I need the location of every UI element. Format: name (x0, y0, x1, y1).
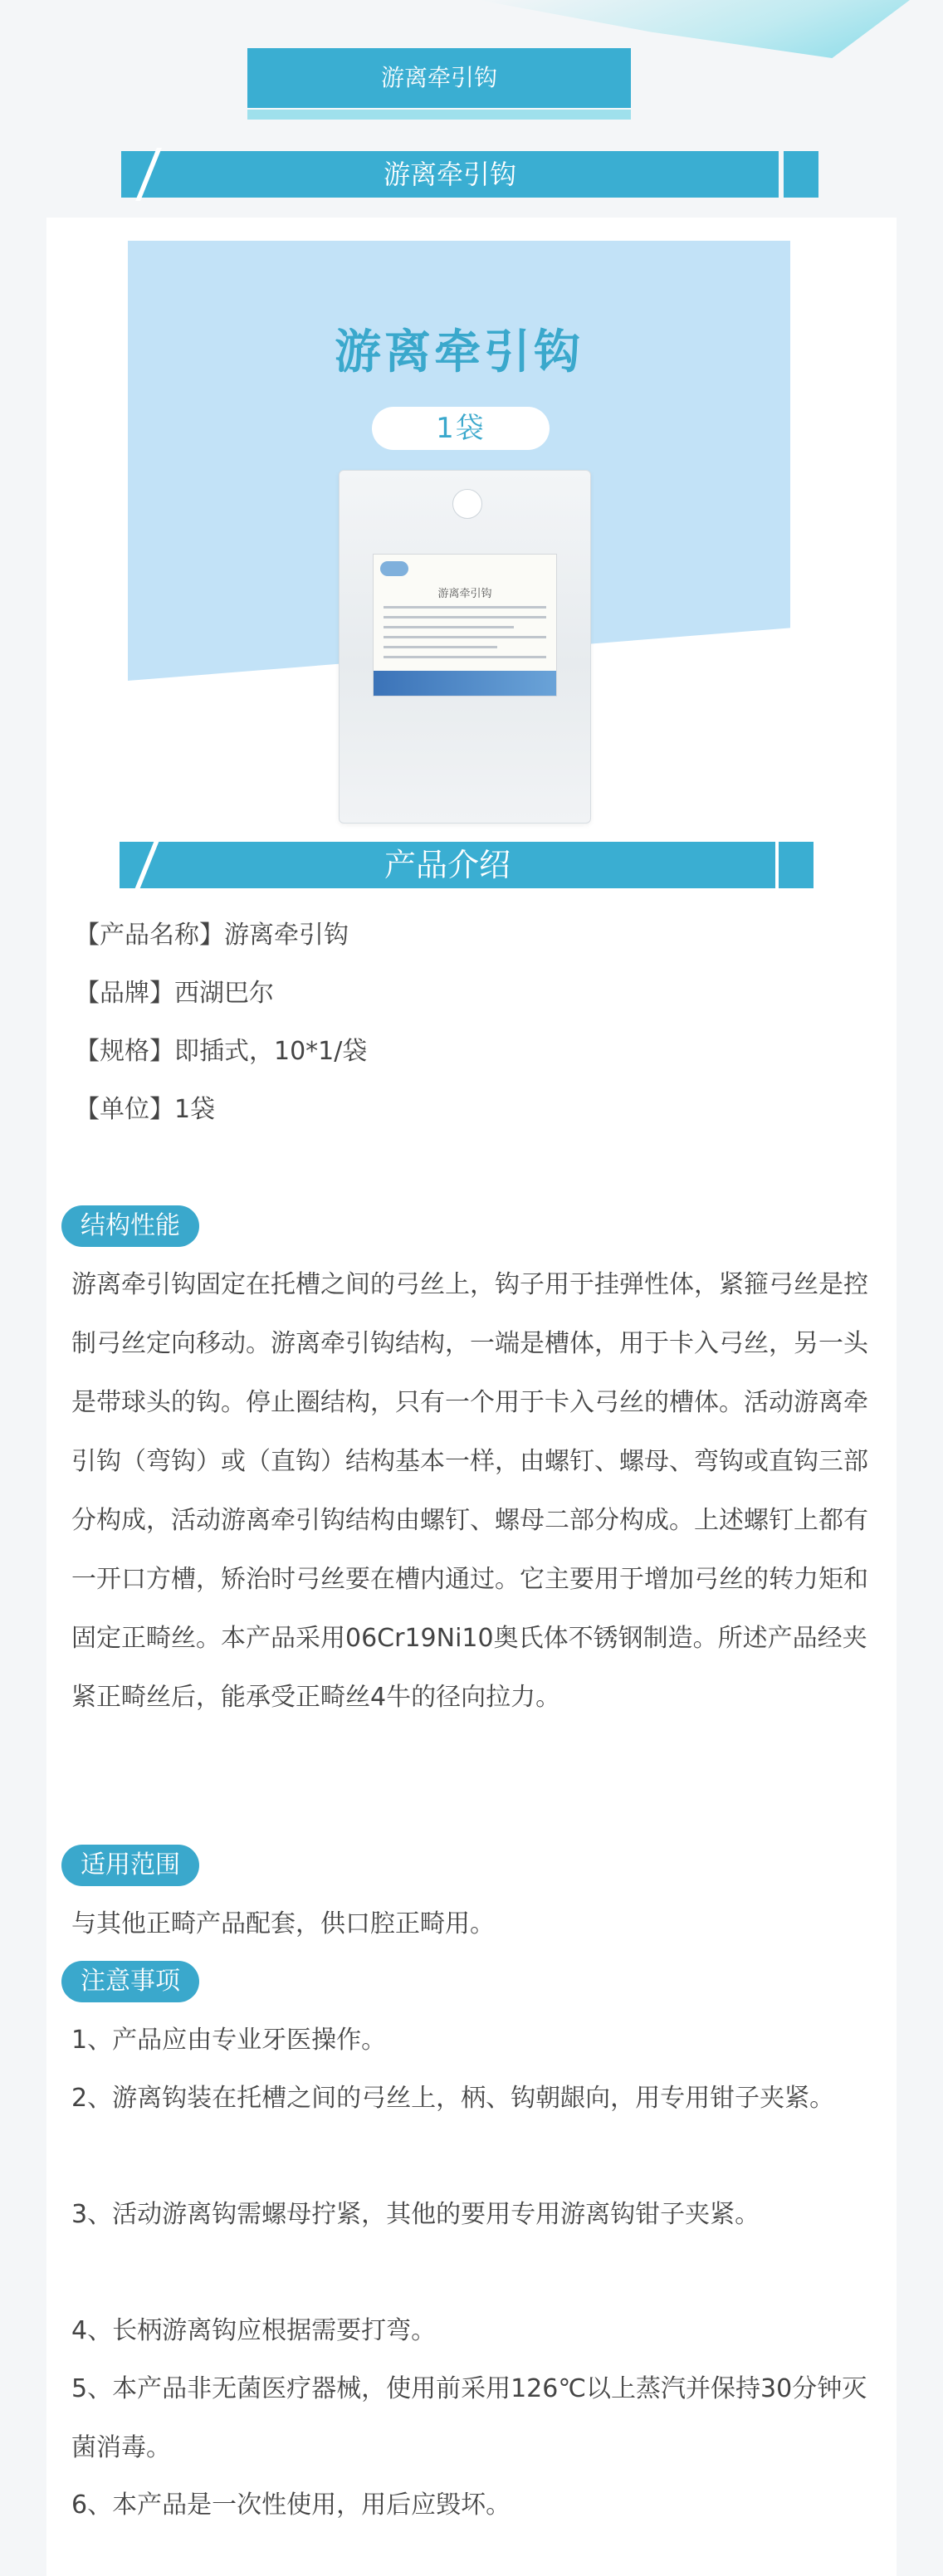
scope-paragraph: 与其他正畸产品配套，供口腔正畸用。 (71, 1909, 495, 1938)
product-name-banner-text: 游离牵引钩 (383, 159, 516, 190)
brand-logo-icon (380, 561, 408, 576)
hero-title: 游离牵引钩 (335, 325, 584, 379)
bag-label (373, 554, 557, 697)
note-item: 1、产品应由专业牙医操作。 (71, 2026, 387, 2055)
note-item: 5、本产品非无菌医疗器械，使用前采用126℃以上蒸汽并保持30分钟灭菌消毒。 (71, 2374, 867, 2462)
page-title: 游离牵引钩 (247, 48, 631, 108)
bag-label-title: 游离牵引钩 (437, 588, 492, 600)
notes-section-title: 注意事项 (61, 1961, 199, 2002)
structure-paragraph: 游离牵引钩固定在托槽之间的弓丝上，钩子用于挂弹性体，紧箍弓丝是控制弓丝定向移动。游离牵引钩结构，一端是槽体，用于卡入弓丝，另一头是带球头的钩。停止圈结构，只有一个用于卡入弓丝的槽体。活动游离牵引钩（弯钩）或（直钩）结构基本一样，由螺钉、螺母、弯钩或直钩三部分构成，活动游离牵引钩结构由螺钉、螺母二部分构成。上述螺钉上都有一开口方槽，矫治时弓丝要在槽内通过。它主要用于增加弓丝的转力矩和固定正畸丝。本产品采用06Cr19Ni10奥氏体不锈钢制造。所述产品经夹紧正畸丝后，能承受正畸丝4牛的径向拉力。 (71, 1270, 868, 1712)
info-unit: 【单位】1袋 (75, 1095, 216, 1124)
banner-end-cap (784, 151, 818, 198)
info-spec: 【规格】即插式，10*1/袋 (75, 1037, 368, 1066)
note-item: 3、活动游离钩需螺母拧紧，其他的要用专用游离钩钳子夹紧。 (71, 2200, 760, 2229)
intro-banner-text: 产品介绍 (384, 847, 511, 883)
bag-label-stripe (374, 671, 556, 696)
product-image (339, 470, 591, 824)
bag-hang-hole (452, 489, 482, 519)
banner-end-cap (779, 842, 814, 888)
scope-section-title: 适用范围 (61, 1845, 199, 1886)
note-item: 2、游离钩装在托槽之间的弓丝上，柄、钩朝龈向，用专用钳子夹紧。 (71, 2084, 835, 2113)
note-item: 4、长柄游离钩应根据需要打弯。 (71, 2316, 437, 2345)
product-name-banner (121, 151, 779, 198)
quantity-badge: 1袋 (372, 407, 550, 450)
info-brand: 【品牌】西湖巴尔 (75, 979, 274, 1008)
product-info-list (75, 913, 367, 1146)
structure-section-title: 结构性能 (61, 1205, 199, 1247)
info-product-name: 【产品名称】游离牵引钩 (75, 921, 349, 950)
intro-banner (120, 842, 775, 888)
note-item: 6、本产品是一次性使用，用后应毁坏。 (71, 2490, 511, 2520)
title-underline (247, 110, 631, 120)
bag-label-text-lines (384, 606, 546, 666)
